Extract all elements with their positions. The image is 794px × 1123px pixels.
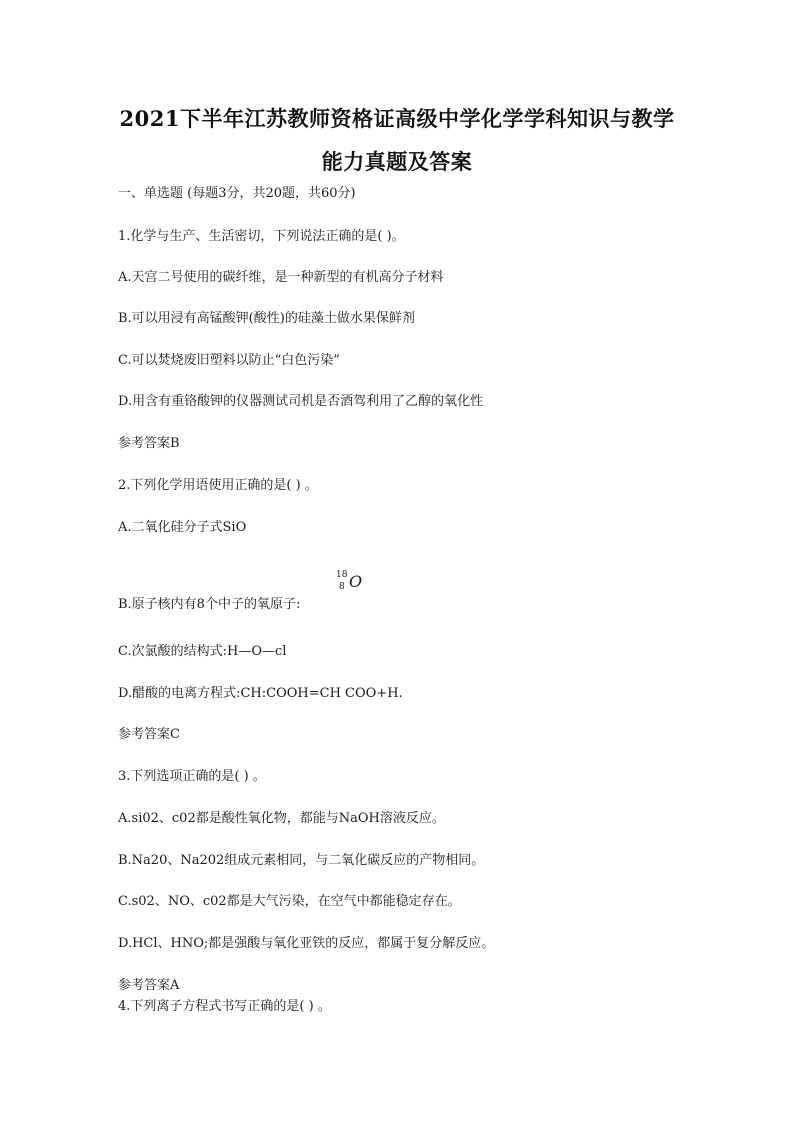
element-symbol: O <box>349 572 363 591</box>
question-3-option-b: B.Na20、Na202组成元素相同，与二氧化碳反应的产物相同。 <box>118 853 485 868</box>
question-2-option-a: A.二氧化硅分子式SiO <box>118 520 247 535</box>
question-1-option-b: B.可以用浸有高锰酸钾(酸性)的硅藻土做水果保鲜剂 <box>118 311 415 326</box>
question-2-option-c: C.次氯酸的结构式:H—O—cl <box>118 644 287 659</box>
question-1-option-d: D.用含有重铬酸钾的仪器测试司机是否酒驾利用了乙醇的氧化性 <box>118 394 484 409</box>
oxygen-isotope-formula <box>336 570 370 596</box>
question-2-option-b: B.原子核内有8个中子的氧原子: <box>118 597 301 612</box>
document-title-line-2: 能力真题及答案 <box>321 149 473 174</box>
question-3-option-c: C.s02、NO、c02都是大气污染，在空气中都能稳定存在。 <box>118 894 461 909</box>
document-title-line-1: 2021下半年江苏教师资格证高级中学化学学科知识与教学 <box>119 106 675 131</box>
question-1-option-c: C.可以焚烧废旧塑料以防止“白色污染” <box>118 353 340 368</box>
question-1-stem: 1.化学与生产、生活密切，下列说法正确的是( )。 <box>118 229 405 244</box>
question-2-stem: 2.下列化学用语使用正确的是( ) 。 <box>118 478 318 493</box>
question-3-option-d: D.HCl、HNO;都是强酸与氧化亚铁的反应，都属于复分解反应。 <box>118 936 495 951</box>
question-2-option-d: D.醋酸的电离方程式:CH:COOH=CH COO+H. <box>118 686 403 701</box>
question-3-option-a: A.si02、c02都是酸性氧化物，都能与NaOH溶液反应。 <box>118 811 445 826</box>
question-3-answer: 参考答案A <box>118 978 180 993</box>
question-1-option-a: A.天宫二号使用的碳纤维，是一种新型的有机高分子材料 <box>118 270 444 285</box>
question-1-answer: 参考答案B <box>118 436 180 451</box>
question-4-stem: 4.下列离子方程式书写正确的是( ) 。 <box>118 999 331 1014</box>
atomic-number: 8 <box>339 582 345 592</box>
mass-number: 18 <box>336 570 348 580</box>
question-2-answer: 参考答案C <box>118 727 180 742</box>
section-heading: 一、单选题 (每题3分，共20题，共60分) <box>118 186 356 201</box>
question-3-stem: 3.下列选项正确的是( ) 。 <box>118 769 266 784</box>
